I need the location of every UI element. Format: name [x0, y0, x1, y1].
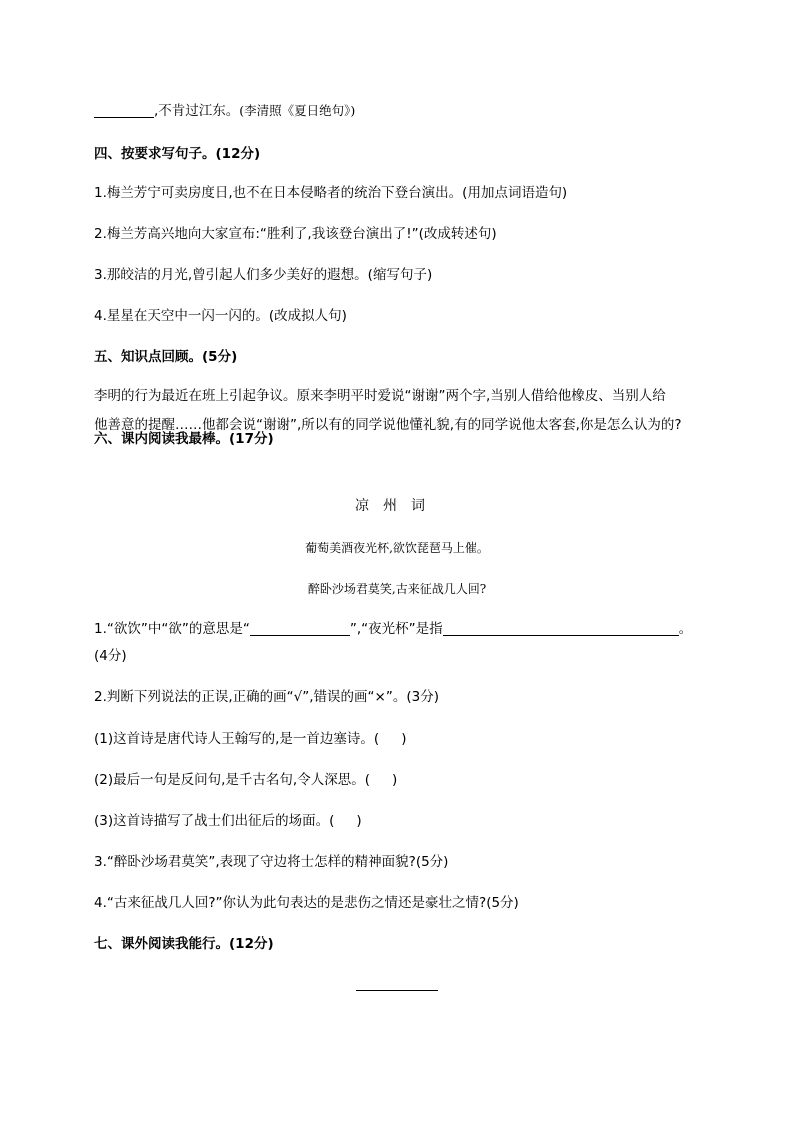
answer-blank[interactable] — [443, 621, 679, 636]
section-6-title: 六、课内阅读我最棒。(17分) — [94, 431, 274, 447]
question-4-4: 4.星星在天空中一闪一闪的。(改成拟人句) — [94, 308, 347, 324]
statement-text: (2)最后一句是反问句,是千古名句,令人深思。( — [94, 772, 370, 788]
question-6-2-3 — [94, 812, 362, 830]
question-6-1-text-a: 1.“欲饮”中“欲”的意思是“ — [94, 621, 250, 637]
answer-blank[interactable] — [94, 103, 154, 118]
poem-fill-line — [94, 102, 355, 120]
section-5-paragraph-line-1: 李明的行为最近在班上引起争议。原来李明平时爱说“谢谢”两个字,当别人借给他橡皮、当别人给 — [94, 388, 666, 404]
section-5-paragraph-line-2: 他善意的提醒……他都会说“谢谢”,所以有的同学说他懂礼貌,有的同学说他太客套,你是怎么认为的? — [94, 417, 682, 433]
section-5-title: 五、知识点回顾。(5分) — [94, 349, 238, 365]
question-6-2-2 — [94, 771, 397, 789]
question-6-3: 3.“醉卧沙场君莫笑”,表现了守边将士怎样的精神面貌?(5分) — [94, 854, 449, 870]
answer-blank[interactable] — [250, 621, 350, 636]
question-6-1 — [94, 620, 692, 638]
question-4-1: 1.梅兰芳宁可卖房度日,也不在日本侵略者的统治下登台演出。(用加点词语造句) — [94, 185, 568, 201]
question-4-2: 2.梅兰芳高兴地向大家宣布:“胜利了,我该登台演出了!”(改成转述句) — [94, 226, 497, 242]
page-footer-rule — [356, 990, 438, 991]
paren-close: ) — [391, 772, 398, 788]
question-6-1-score: (4分) — [94, 648, 127, 664]
poem-line-1: 葡萄美酒夜光杯,欲饮琵琶马上催。 — [305, 541, 489, 555]
poem-source: (李清照《夏日绝句》) — [239, 103, 356, 118]
poem-title: 凉州词 — [355, 498, 439, 514]
paren-close: ) — [356, 813, 362, 829]
question-4-3: 3.那皎洁的月光,曾引起人们多少美好的遐想。(缩写句子) — [94, 267, 433, 283]
question-6-1-text-b: ”,“夜光杯”是指 — [349, 621, 443, 637]
poem-line-2: 醉卧沙场君莫笑,古来征战几人回? — [307, 582, 487, 596]
paren-close: ) — [401, 731, 407, 747]
question-6-2-1 — [94, 730, 406, 748]
statement-text: (1)这首诗是唐代诗人王翰写的,是一首边塞诗。( — [94, 731, 380, 747]
statement-text: (3)这首诗描写了战士们出征后的场面。( — [94, 813, 335, 829]
poem-fill-text: ,不肯过江东。 — [154, 103, 240, 119]
question-6-1-text-c: 。 — [678, 621, 693, 637]
section-7-title: 七、课外阅读我能行。(12分) — [94, 936, 274, 952]
question-6-4: 4.“古来征战几人回?”你认为此句表达的是悲伤之情还是豪壮之情?(5分) — [94, 895, 519, 911]
section-4-title: 四、按要求写句子。(12分) — [94, 146, 261, 162]
question-6-2: 2.判断下列说法的正误,正确的画“√”,错误的画“×”。(3分) — [94, 689, 439, 705]
